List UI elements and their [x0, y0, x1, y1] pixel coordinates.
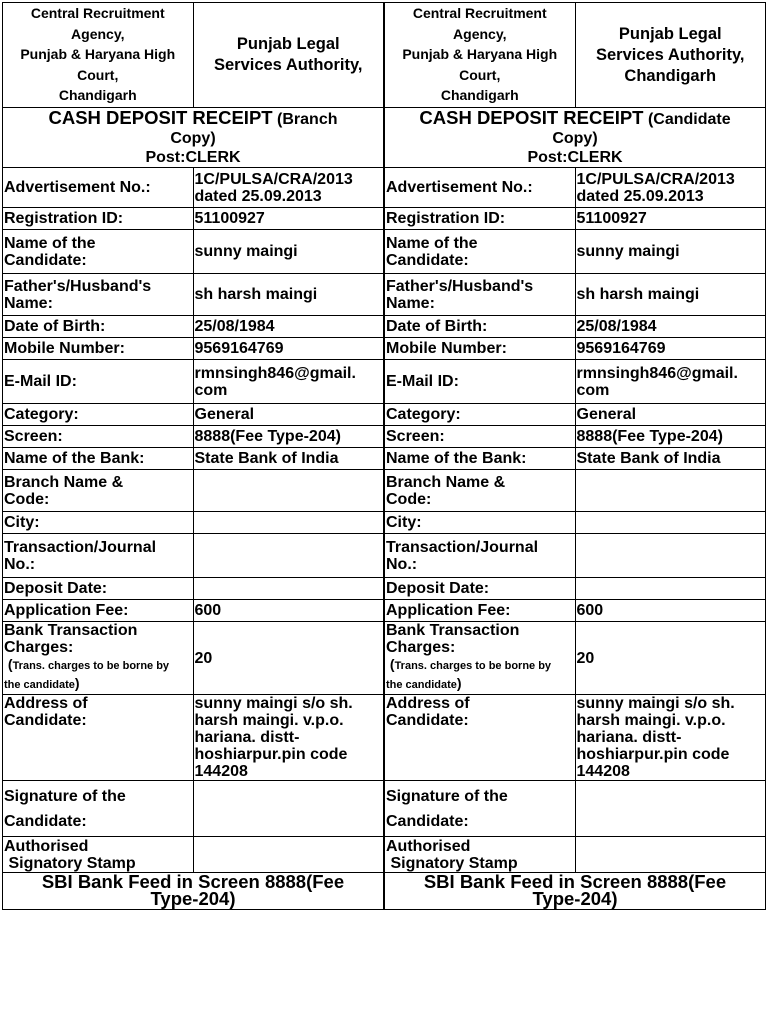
email-label: E-Mail ID:	[3, 360, 194, 404]
receipt-title	[3, 108, 384, 168]
agency-line: Central Recruitment	[30, 5, 165, 21]
copy-type: (Branch	[277, 111, 338, 128]
email-value: rmnsingh846@gmail. com	[193, 360, 384, 404]
deposit-date-value	[193, 578, 384, 600]
signature-label: Signature of the Candidate:	[385, 781, 576, 837]
screen-value: 8888(Fee Type-204)	[193, 426, 384, 448]
advertisement-label: Advertisement No.:	[385, 168, 576, 208]
authority-line: Punjab Legal	[236, 35, 340, 53]
post-name: Post:CLERK	[145, 149, 241, 166]
city-value	[193, 512, 384, 534]
category-label: Category:	[3, 404, 194, 426]
copy-type: Copy)	[552, 130, 598, 147]
authority-header	[193, 3, 384, 108]
bank-name-label: Name of the Bank:	[385, 448, 576, 470]
candidate-name-label: Name of the Candidate:	[3, 230, 194, 274]
city-label: City:	[3, 512, 194, 534]
agency-line: Central Recruitment	[412, 5, 547, 21]
bank-name-label: Name of the Bank:	[3, 448, 194, 470]
deposit-date-label: Deposit Date:	[3, 578, 194, 600]
authority-line: Chandigarh	[624, 66, 717, 85]
authorised-value	[193, 837, 384, 873]
mobile-label: Mobile Number:	[385, 338, 576, 360]
bank-name-value: State Bank of India	[575, 448, 766, 470]
agency-line: Agency,	[71, 25, 125, 42]
deposit-date-value	[575, 578, 766, 600]
footer-note: SBI Bank Feed in Screen 8888(Fee Type-204)	[385, 873, 766, 910]
receipt-title-main: CASH DEPOSIT RECEIPT	[48, 107, 273, 128]
authorised-label: Authorised Signatory Stamp	[3, 837, 194, 873]
registration-value: 51100927	[193, 208, 384, 230]
application-fee-value: 600	[575, 600, 766, 622]
screen-value: 8888(Fee Type-204)	[575, 426, 766, 448]
signature-value	[575, 781, 766, 837]
screen-label: Screen:	[385, 426, 576, 448]
city-value	[575, 512, 766, 534]
father-name-label: Father's/Husband's Name:	[385, 274, 576, 316]
address-label: Address of Candidate:	[3, 695, 194, 781]
mobile-value: 9569164769	[193, 338, 384, 360]
advertisement-value: 1C/PULSA/CRA/2013 dated 25.09.2013	[193, 168, 384, 208]
dob-value: 25/08/1984	[193, 316, 384, 338]
city-label: City:	[385, 512, 576, 534]
agency-line: Chandigarh	[440, 87, 519, 103]
agency-line: Chandigarh	[58, 87, 137, 103]
candidate-copy-receipt	[384, 2, 766, 910]
branch-value	[575, 470, 766, 512]
registration-label: Registration ID:	[3, 208, 194, 230]
registration-value: 51100927	[575, 208, 766, 230]
branch-copy-receipt	[2, 2, 384, 910]
bank-charges-label: Bank Transaction Charges: (Trans. charges to be borne by the candidate)	[385, 622, 576, 695]
authorised-label: Authorised Signatory Stamp	[385, 837, 576, 873]
address-label: Address of Candidate:	[385, 695, 576, 781]
category-value: General	[193, 404, 384, 426]
bank-charges-label: Bank Transaction Charges: (Trans. charges to be borne by the candidate)	[3, 622, 194, 695]
advertisement-label: Advertisement No.:	[3, 168, 194, 208]
category-label: Category:	[385, 404, 576, 426]
screen-label: Screen:	[3, 426, 194, 448]
candidate-name-value: sunny maingi	[193, 230, 384, 274]
application-fee-label: Application Fee:	[385, 600, 576, 622]
mobile-value: 9569164769	[575, 338, 766, 360]
agency-line: Punjab & Haryana High	[402, 46, 558, 62]
registration-label: Registration ID:	[385, 208, 576, 230]
branch-label: Branch Name & Code:	[3, 470, 194, 512]
address-value: sunny maingi s/o sh. harsh maingi. v.p.o. hariana. distt- hoshiarpur.pin code 144208	[575, 695, 766, 781]
transaction-value	[575, 534, 766, 578]
transaction-value	[193, 534, 384, 578]
dob-label: Date of Birth:	[3, 316, 194, 338]
post-name: Post:CLERK	[527, 149, 623, 166]
authorised-value	[575, 837, 766, 873]
father-name-label: Father's/Husband's Name:	[3, 274, 194, 316]
application-fee-label: Application Fee:	[3, 600, 194, 622]
transaction-label: Transaction/Journal No.:	[3, 534, 194, 578]
agency-header	[3, 3, 194, 108]
candidate-name-value: sunny maingi	[575, 230, 766, 274]
dob-value: 25/08/1984	[575, 316, 766, 338]
email-value: rmnsingh846@gmail. com	[575, 360, 766, 404]
agency-line: Punjab & Haryana High	[20, 46, 176, 62]
email-label: E-Mail ID:	[385, 360, 576, 404]
transaction-label: Transaction/Journal No.:	[385, 534, 576, 578]
copy-type: Copy)	[170, 130, 216, 147]
footer-note: SBI Bank Feed in Screen 8888(Fee Type-204)	[3, 873, 384, 910]
receipt-title	[385, 108, 766, 168]
branch-value	[193, 470, 384, 512]
bank-charges-value: 20	[193, 622, 384, 695]
signature-label: Signature of the Candidate:	[3, 781, 194, 837]
branch-label: Branch Name & Code:	[385, 470, 576, 512]
authority-line: Services Authority,	[595, 45, 745, 64]
authority-line: Services Authority,	[213, 56, 363, 74]
father-name-value: sh harsh maingi	[575, 274, 766, 316]
signature-value	[193, 781, 384, 837]
father-name-value: sh harsh maingi	[193, 274, 384, 316]
agency-header	[385, 3, 576, 108]
receipt-title-main: CASH DEPOSIT RECEIPT	[419, 107, 644, 128]
authority-line: Punjab Legal	[618, 24, 722, 43]
candidate-name-label: Name of the Candidate:	[385, 230, 576, 274]
mobile-label: Mobile Number:	[3, 338, 194, 360]
receipt-table	[384, 2, 766, 910]
authority-header	[575, 3, 766, 108]
address-value: sunny maingi s/o sh. harsh maingi. v.p.o. hariana. distt- hoshiarpur.pin code 144208	[193, 695, 384, 781]
receipt-table	[2, 2, 384, 910]
application-fee-value: 600	[193, 600, 384, 622]
agency-line: Court,	[77, 66, 119, 83]
agency-line: Agency,	[453, 25, 507, 42]
advertisement-value: 1C/PULSA/CRA/2013 dated 25.09.2013	[575, 168, 766, 208]
bank-name-value: State Bank of India	[193, 448, 384, 470]
bank-charges-value: 20	[575, 622, 766, 695]
deposit-date-label: Deposit Date:	[385, 578, 576, 600]
dob-label: Date of Birth:	[385, 316, 576, 338]
copy-type: (Candidate	[647, 111, 731, 128]
agency-line: Court,	[459, 66, 501, 83]
category-value: General	[575, 404, 766, 426]
